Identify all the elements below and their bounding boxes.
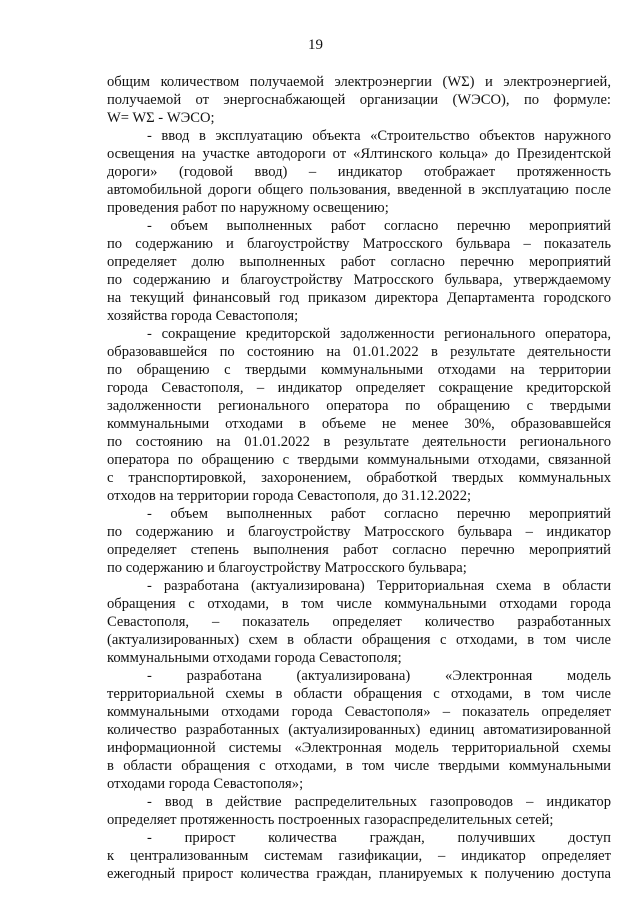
text-line: хозяйства города Севастополя; [107,308,299,324]
text-line: - ввод в эксплуатацию объекта «Строительство объектов наружного [147,128,611,144]
text-line: обращения с отходами, в том числе коммунальными отходами города [107,596,611,612]
text-line: получаемой от энергоснабжающей организации (WЭСО), по формуле: [107,92,611,108]
text-line: освещения на участке автодороги от «Ялтинского кольца» до Президентской [107,146,611,162]
text-line: - сокращение кредиторской задолженности регионального оператора, [147,326,611,342]
text-line: проведения работ по наружному освещению; [107,200,389,216]
text-line: с транспортировкой, захоронением, обработкой твердых коммунальных [107,470,611,486]
text-line: по содержанию и благоустройству Матросского бульвара, утверждаемому [107,272,611,288]
text-line: отходов на территории города Севастополя, до 31.12.2022; [107,488,472,504]
text-line: по содержанию и благоустройству Матросского бульвара – показатель [107,236,611,252]
text-line: определяет степень выполнения работ согласно перечню мероприятий [107,542,611,558]
text-line: (актуализированных) схем в области обращения с отходами, в том числе [107,632,611,648]
text-line: - ввод в действие распределительных газопроводов – индикатор [147,794,611,810]
text-line: определяет долю выполненных работ согласно перечню мероприятий [107,254,611,270]
text-line: количество разработанных (актуализированных) единиц автоматизированной [107,722,611,738]
text-line: ежегодный прирост количества граждан, планируемых к получению доступа [107,866,611,882]
page-number: 19 [308,37,323,53]
text-line: общим количеством получаемой электроэнергии (WΣ) и электроэнергией, [107,74,611,90]
text-line: - прирост количества граждан, получивших доступ [147,830,611,846]
text-line: к централизованным системам газификации, – индикатор определяет [107,848,611,864]
text-line: города Севастополя, – индикатор определяет сокращение кредиторской [107,380,611,396]
text-line: на текущий финансовый год приказом директора Департамента городского [107,290,611,306]
text-line: задолженности регионального оператора по обращению с твердыми [107,398,611,414]
text-line: - объем выполненных работ согласно перечню мероприятий [147,506,611,522]
text-line: образовавшейся по состоянию на 01.01.2022 в результате деятельности [107,344,611,360]
text-line: в области обращения с отходами, в том числе твердыми коммунальными [107,758,611,774]
text-line: - разработана (актуализирована) «Электронная модель [147,668,611,684]
text-line: оператора по обращению с твердыми коммунальными отходами, связанной [107,452,611,468]
text-line: W= WΣ - WЭСО; [107,110,215,126]
text-line: коммунальными отходами в объеме не менее 30%, образовавшейся [107,416,611,432]
text-line: отходами города Севастополя»; [107,776,304,792]
text-line: коммунальными отходами города Севастополя» – показатель определяет [107,704,611,720]
text-line: по обращению с твердыми коммунальными отходами на территории [107,362,611,378]
text-line: по содержанию и благоустройству Матросского бульвара – индикатор [107,524,611,540]
text-line: Севастополя, – показатель определяет количество разработанных [107,614,611,630]
text-line: территориальной схемы в области обращения с отходами, в том числе [107,686,611,702]
text-line: определяет протяженность построенных газораспределительных сетей; [107,812,554,828]
text-line: информационной системы «Электронная модель территориальной схемы [107,740,611,756]
text-line: коммунальными отходами города Севастополя; [107,650,402,666]
text-line: автомобильной дороги общего пользования, введенной в эксплуатацию после [107,182,611,198]
text-line: дороги» (годовой ввод) – индикатор отображает протяженность [107,164,611,180]
text-line: - объем выполненных работ согласно перечню мероприятий [147,218,611,234]
text-line: - разработана (актуализирована) Территориальная схема в области [147,578,611,594]
text-line: по состоянию на 01.01.2022 в результате деятельности регионального [107,434,611,450]
text-line: по содержанию и благоустройству Матросского бульвара; [107,560,467,576]
